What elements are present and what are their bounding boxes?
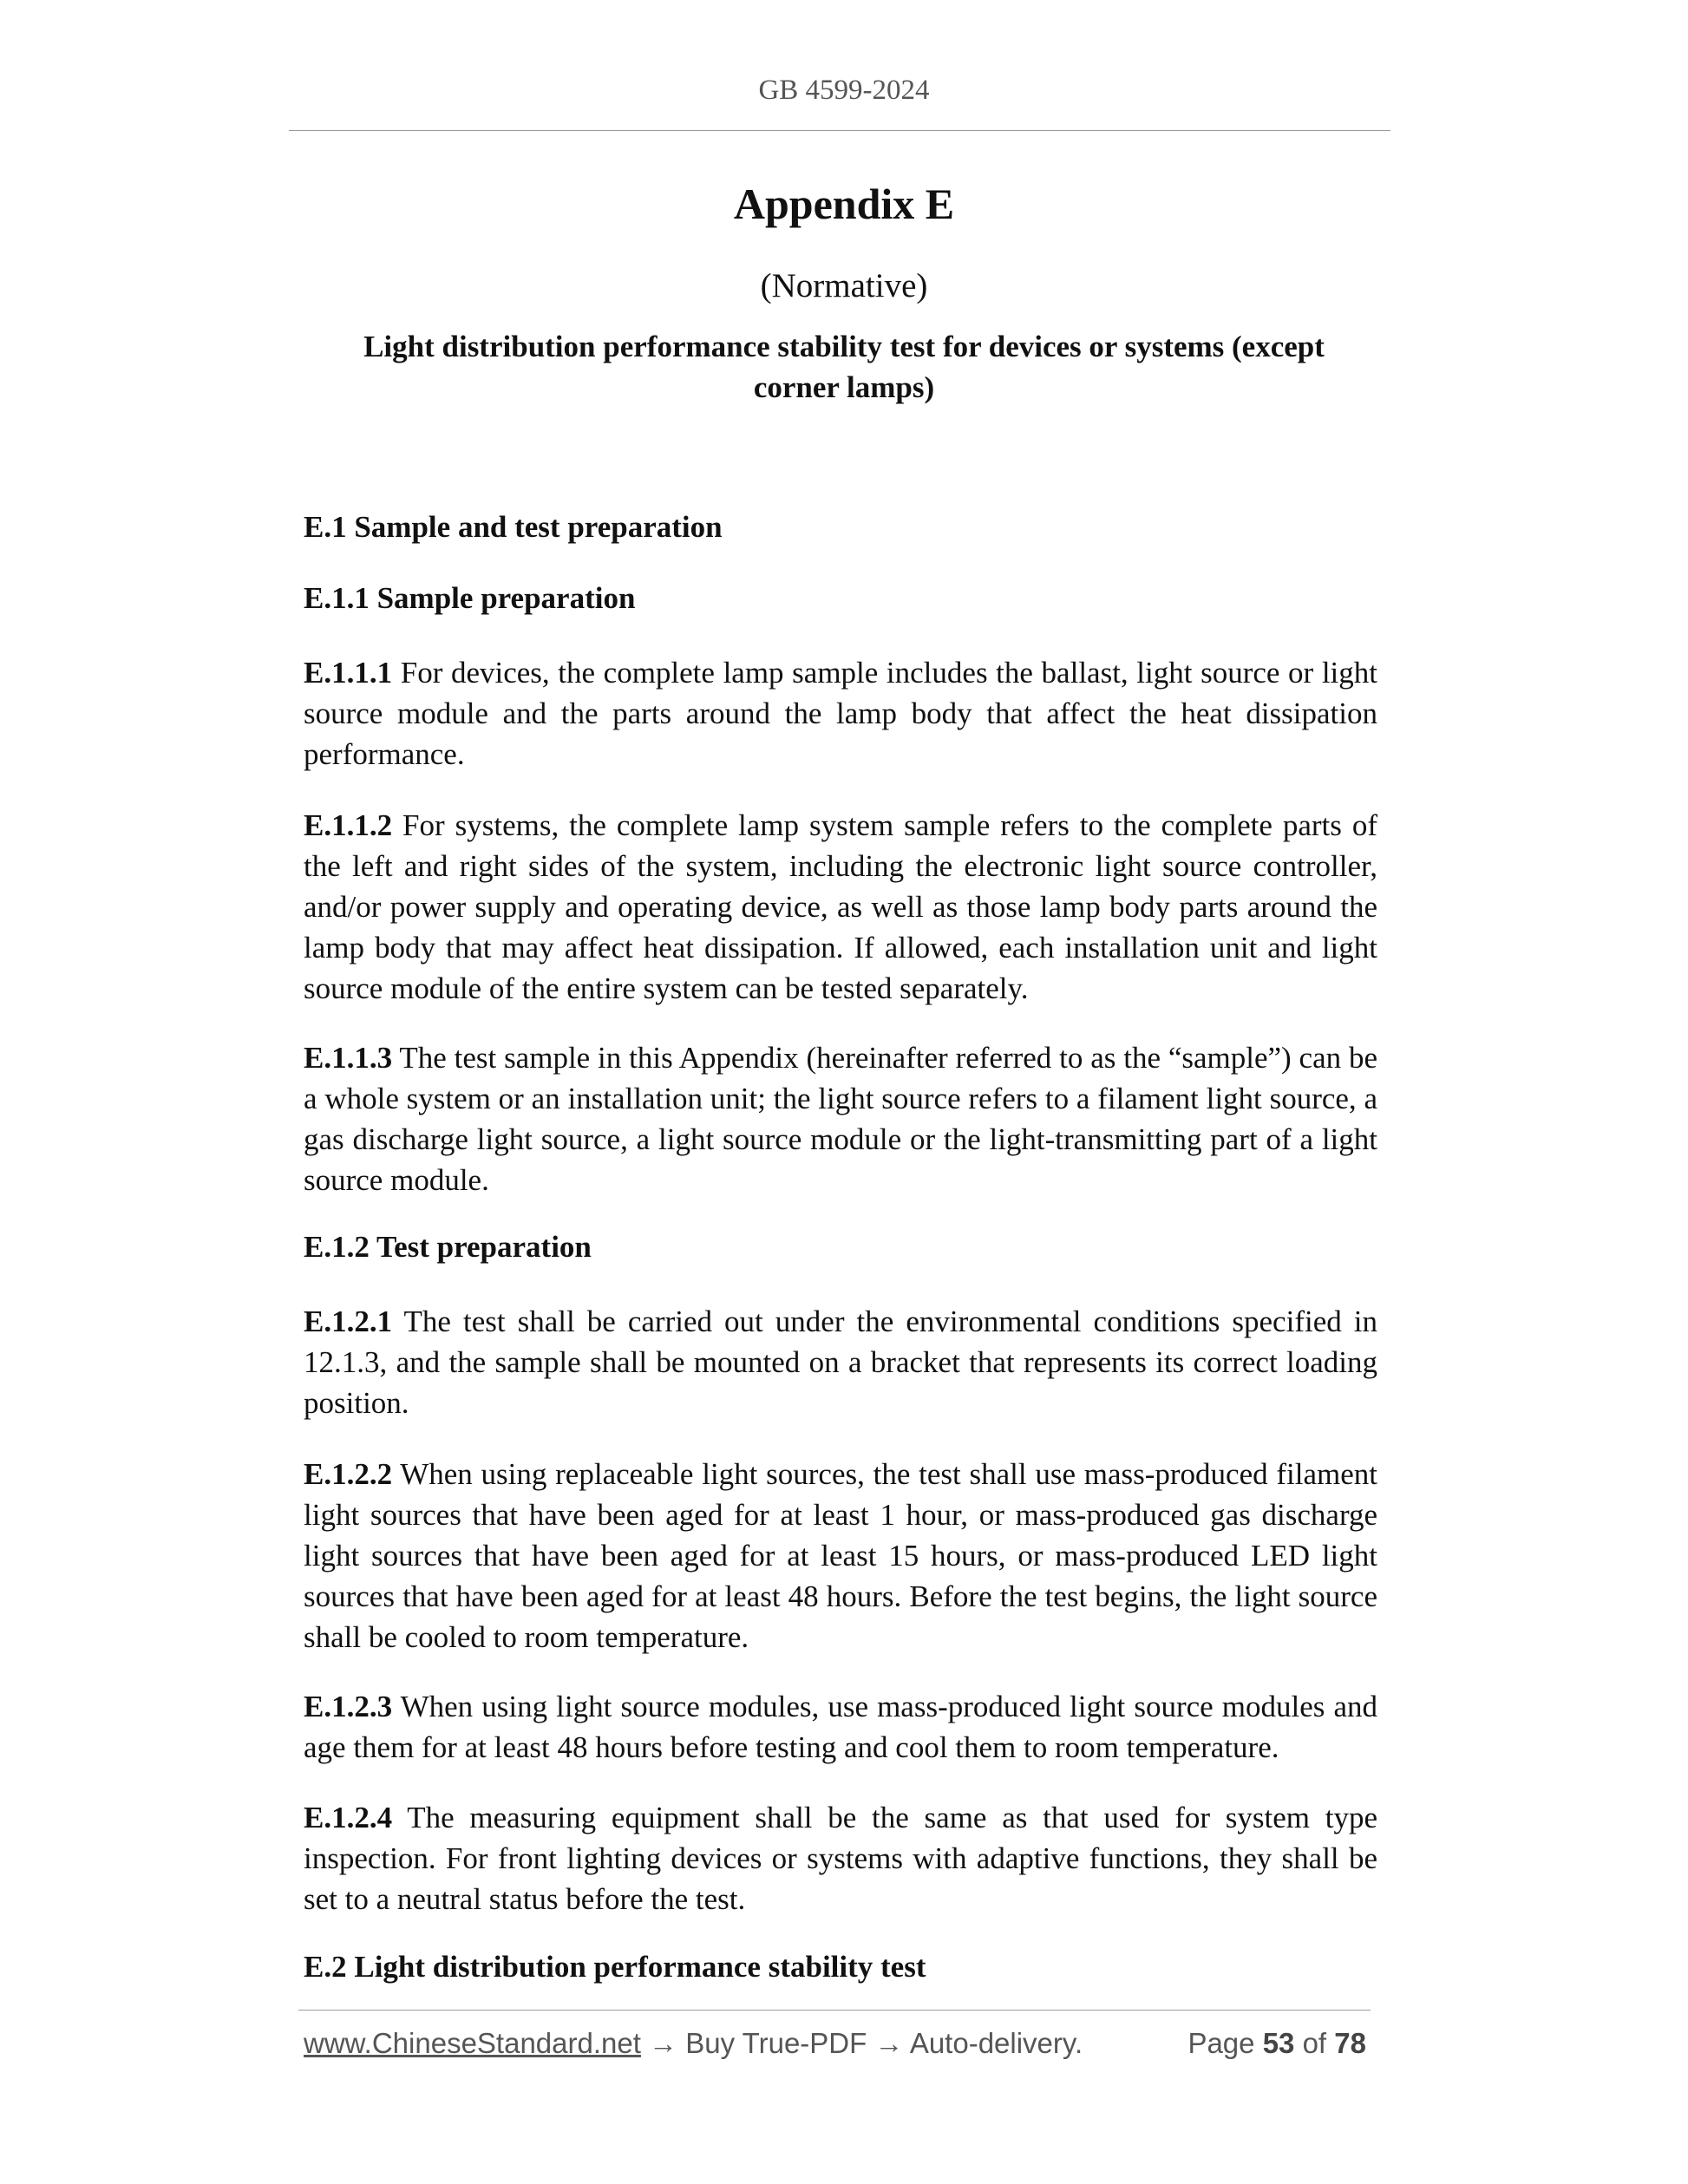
clause-text: When using light source modules, use mass-produced light source modules and age them for at least 48 hours before testing and cool them to room temperature. (304, 1690, 1377, 1764)
clause-text: For devices, the complete lamp sample includes the ballast, light source or light source module and the parts around the lamp body that affect the heat dissipation performance. (304, 656, 1377, 771)
clause-e1-2-2 (304, 1454, 1377, 1658)
clause-text: The test shall be carried out under the environmental conditions specified in 12.1.3, and the sample shall be mounted on a bracket that represents its correct loading position. (304, 1305, 1377, 1420)
clause-e1-2-1 (304, 1301, 1377, 1423)
document-code: GB 4599-2024 (758, 75, 930, 106)
appendix-title: Appendix E (733, 180, 955, 228)
footer-promo (304, 2027, 1083, 2060)
clause-text: The measuring equipment shall be the same as that used for system type inspection. For front lighting devices or systems with adaptive functions, they shall be set to a neutral status before the test. (304, 1801, 1377, 1916)
clause-number: E.1.1.1 (304, 656, 393, 690)
clause-text: When using replaceable light sources, the test shall use mass-produced filament light sources that have been aged for at least 1 hour, or mass-produced gas discharge light sources that have been aged for at least 15 hours, or mass-produced LED light sources that have been aged for at least 48 hours. Before the test begins, the light source shall be cooled to room temperature. (304, 1457, 1377, 1654)
page-footer (304, 2027, 1366, 2070)
page-indicator (1187, 2027, 1366, 2060)
clause-e1-2-4 (304, 1797, 1377, 1919)
footer-divider (298, 2010, 1371, 2011)
footer-promo-text: → Buy True-PDF → Auto-delivery. (640, 2027, 1083, 2059)
clause-e1-2-3 (304, 1686, 1377, 1768)
clause-number: E.1.2.2 (304, 1457, 393, 1491)
section-heading-e1-2: E.1.2 Test preparation (304, 1230, 592, 1264)
section-heading-e1: E.1 Sample and test preparation (304, 510, 723, 544)
clause-number: E.1.2.4 (304, 1801, 393, 1834)
appendix-subtitle (0, 326, 1688, 408)
of-label: of (1302, 2027, 1327, 2059)
header-divider (289, 130, 1390, 131)
clause-number: E.1.1.2 (304, 808, 393, 842)
page-label: Page (1187, 2027, 1255, 2059)
clause-e1-1-3 (304, 1037, 1377, 1200)
section-heading-e2: E.2 Light distribution performance stability test (304, 1950, 926, 1984)
clause-text: The test sample in this Appendix (hereinafter referred to as the “sample”) can be a whole system or an installation unit; the light source refers to a filament light source, a gas discharge light source, a light source module or the light-transmitting part of a light source module. (304, 1041, 1378, 1197)
clause-number: E.1.2.3 (304, 1690, 393, 1723)
appendix-subtitle-line-2: corner lamps) (753, 370, 935, 404)
clause-number: E.1.1.3 (304, 1041, 393, 1075)
appendix-subtitle-line-1: Light distribution performance stability test for devices or systems (except (363, 330, 1325, 363)
clause-number: E.1.2.1 (304, 1305, 393, 1338)
section-heading-e1-1: E.1.1 Sample preparation (304, 581, 636, 615)
clause-e1-1-2 (304, 805, 1377, 1009)
page-number: 53 (1262, 2027, 1295, 2059)
appendix-type: (Normative) (760, 267, 928, 304)
page-total: 78 (1334, 2027, 1366, 2059)
chinese-standard-link[interactable]: www.ChineseStandard.net (304, 2027, 641, 2059)
clause-e1-1-1 (304, 652, 1377, 775)
clause-text: For systems, the complete lamp system sample refers to the complete parts of the left and right sides of the system, including the electronic light source controller, and/or power supply and operating device, as well as those lamp body parts around the lamp body that may affect heat dissipation. If allowed, each installation unit and light source module of the entire system can be tested separately. (304, 808, 1377, 1005)
